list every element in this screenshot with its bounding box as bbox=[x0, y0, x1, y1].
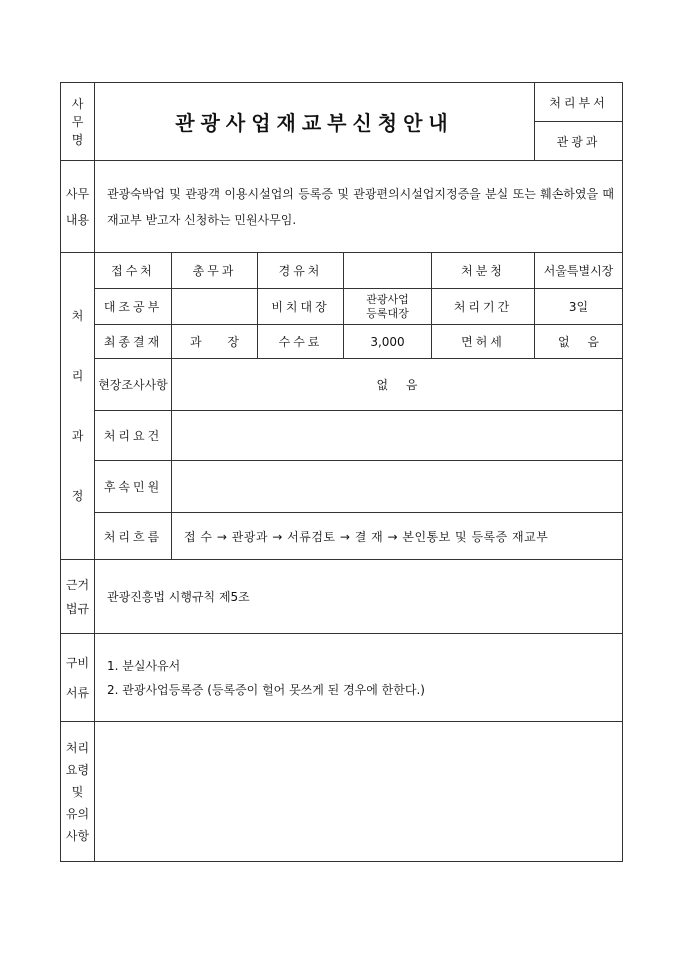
reception-label: 접수처 bbox=[95, 253, 172, 289]
documents-list bbox=[95, 634, 623, 722]
form-table bbox=[60, 82, 623, 862]
requirements-value bbox=[172, 411, 623, 461]
dept-label: 처리부서 bbox=[535, 83, 623, 122]
list-item: 2. 관광사업등록증 (등록증이 헐어 못쓰게 된 경우에 한한다.) bbox=[107, 682, 425, 697]
notes-label: 처리 요령 및 유의 사항 bbox=[61, 722, 95, 862]
final-approval-value: 과 장 bbox=[172, 325, 258, 359]
flow-label: 처리흐름 bbox=[95, 513, 172, 560]
site-survey-value: 없 음 bbox=[172, 359, 623, 411]
documents-label: 구비 서류 bbox=[61, 634, 95, 722]
page-title: 관광사업재교부신청안내 bbox=[95, 83, 535, 161]
process-label: 처 리 과 정 bbox=[61, 253, 95, 560]
task-content: 관광숙박업 및 관광객 이용시설업의 등록증 및 관광편의시설업지정증을 분실 또는 훼손하였을 때 재교부 받고자 신청하는 민원사무임. bbox=[95, 161, 623, 253]
kept-ledger-label: 비치대장 bbox=[258, 289, 344, 325]
period-value: 3일 bbox=[535, 289, 623, 325]
period-label: 처리기간 bbox=[432, 289, 535, 325]
license-tax-label: 면허세 bbox=[432, 325, 535, 359]
kept-ledger-value: 관광사업 등록대장 bbox=[344, 289, 432, 325]
ledger-value bbox=[172, 289, 258, 325]
authority-label: 처분청 bbox=[432, 253, 535, 289]
office-name-label: 사 무 명 bbox=[61, 83, 95, 161]
law-value: 관광진흥법 시행규칙 제5조 bbox=[95, 560, 623, 634]
license-tax-value: 없 음 bbox=[535, 325, 623, 359]
via-value bbox=[344, 253, 432, 289]
fee-label: 수수료 bbox=[258, 325, 344, 359]
reception-value: 총무과 bbox=[172, 253, 258, 289]
application-guide-form bbox=[60, 82, 622, 862]
dept-value: 관광과 bbox=[535, 122, 623, 161]
ledger-label: 대조공부 bbox=[95, 289, 172, 325]
list-item: 1. 분실사유서 bbox=[107, 658, 181, 673]
law-label: 근거 법규 bbox=[61, 560, 95, 634]
task-label: 사무 내용 bbox=[61, 161, 95, 253]
flow-value: 접 수 → 관광과 → 서류검토 → 결 재 → 본인통보 및 등록증 재교부 bbox=[172, 513, 623, 560]
site-survey-label: 현장조사사항 bbox=[95, 359, 172, 411]
authority-value: 서울특별시장 bbox=[535, 253, 623, 289]
requirements-label: 처리요건 bbox=[95, 411, 172, 461]
followup-label: 후속민원 bbox=[95, 461, 172, 513]
final-approval-label: 최종결재 bbox=[95, 325, 172, 359]
fee-value: 3,000 bbox=[344, 325, 432, 359]
via-label: 경유처 bbox=[258, 253, 344, 289]
followup-value bbox=[172, 461, 623, 513]
notes-value bbox=[95, 722, 623, 862]
